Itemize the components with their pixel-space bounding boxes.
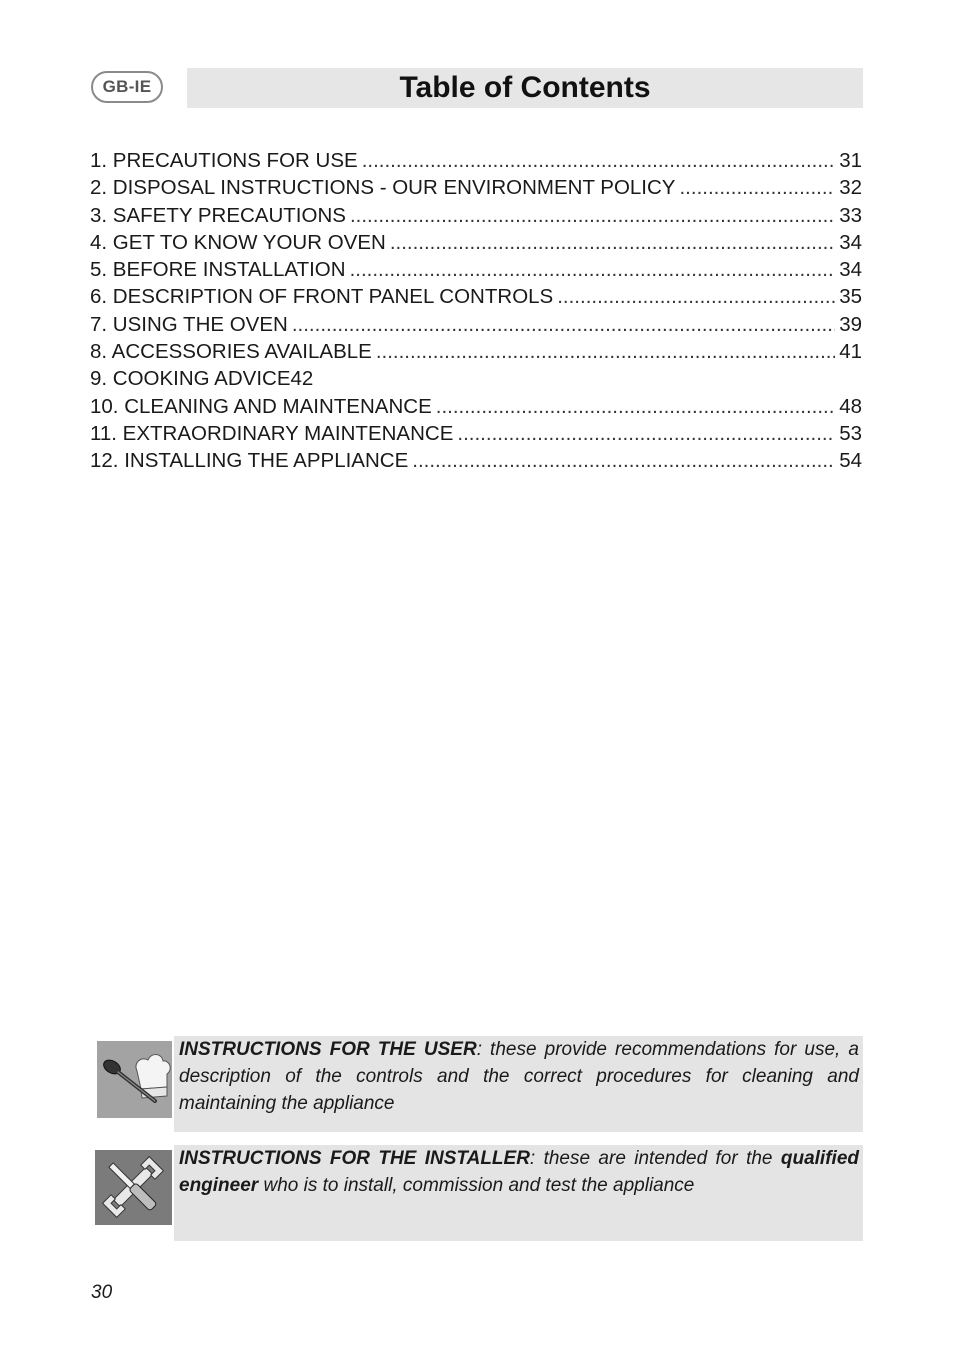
toc-entry[interactable] xyxy=(90,202,862,229)
toc-leader-dots xyxy=(292,311,835,338)
toc-entry[interactable] xyxy=(90,256,862,283)
toc-entry-page: 33 xyxy=(839,203,862,227)
toc-entry-label: 8. ACCESSORIES AVAILABLE xyxy=(90,340,372,364)
installer-instructions-note xyxy=(174,1145,863,1241)
toc-entry[interactable] xyxy=(90,174,862,201)
toc-entry-label: 6. DESCRIPTION OF FRONT PANEL CONTROLS xyxy=(90,285,554,309)
toc-leader-dots xyxy=(679,174,835,201)
toc-leader-dots xyxy=(457,420,835,447)
wrench-screwdriver-icon xyxy=(95,1150,172,1225)
toc-entry[interactable] xyxy=(90,393,862,420)
toc-entry-label: 11. EXTRAORDINARY MAINTENANCE xyxy=(90,421,454,445)
toc-entry-page: 48 xyxy=(839,394,862,418)
toc-leader-dots xyxy=(350,202,835,229)
toc-entry-page: 39 xyxy=(839,312,862,336)
user-instructions-heading: INSTRUCTIONS FOR THE USER xyxy=(179,1039,477,1060)
spoon-chef-hat-icon xyxy=(97,1041,172,1118)
toc-entry[interactable] xyxy=(90,420,862,447)
toc-entry-label: 2. DISPOSAL INSTRUCTIONS - OUR ENVIRONMENT POLICY xyxy=(90,176,676,200)
toc-entry[interactable] xyxy=(90,338,862,365)
toc-entry-label: 4. GET TO KNOW YOUR OVEN xyxy=(90,230,386,254)
user-instructions-body: : these provide recommendations for use, a description of the controls and the correct procedures for cleaning and maintaining the appliance xyxy=(179,1039,859,1114)
toc-entry-page: 34 xyxy=(839,258,862,282)
toc-leader-dots xyxy=(412,447,835,474)
toc-entry-label: 1. PRECAUTIONS FOR USE xyxy=(90,149,358,172)
installer-instructions-emphasis: qualified engineer xyxy=(179,1148,859,1196)
title-bar xyxy=(187,68,863,108)
toc-entry-page: 32 xyxy=(839,176,862,200)
toc-leader-dots xyxy=(350,256,836,283)
installer-instructions-heading: INSTRUCTIONS FOR THE INSTALLER xyxy=(179,1148,530,1169)
toc-leader-dots xyxy=(557,283,835,310)
toc-entry[interactable] xyxy=(90,311,862,338)
toc-entry-page: 31 xyxy=(839,149,862,172)
toc-entry-page: 53 xyxy=(839,421,862,445)
toc-entry-label: 9. COOKING ADVICE42 xyxy=(90,367,314,391)
toc-entry[interactable] xyxy=(90,447,862,474)
toc-leader-dots xyxy=(436,393,835,420)
toc-entry-label: 5. BEFORE INSTALLATION xyxy=(90,258,346,282)
toc-entry-label: 10. CLEANING AND MAINTENANCE xyxy=(90,394,432,418)
language-badge: GB-IE xyxy=(91,71,163,103)
toc-entry-page: 34 xyxy=(839,230,862,254)
installer-instructions-text xyxy=(179,1145,859,1199)
toc-entry[interactable] xyxy=(90,229,862,256)
toc-entry-page: 35 xyxy=(839,285,862,309)
toc-entry-label: 7. USING THE OVEN xyxy=(90,312,288,336)
page-number: 30 xyxy=(91,1282,113,1303)
toc-leader-dots xyxy=(390,229,835,256)
installer-instructions-body-end: who is to install, commission and test the appliance xyxy=(258,1175,695,1196)
toc-entry[interactable] xyxy=(90,365,862,392)
user-instructions-note xyxy=(174,1036,863,1132)
toc-entry-page: 41 xyxy=(839,340,862,364)
toc-entry-page: 54 xyxy=(839,449,862,473)
user-instructions-text xyxy=(179,1036,859,1117)
toc-leader-dots xyxy=(376,338,835,365)
installer-instructions-body: : these are intended for the xyxy=(529,1148,781,1169)
toc-entry[interactable] xyxy=(90,147,862,174)
toc-leader-dots xyxy=(362,147,836,174)
toc-entry-label: 3. SAFETY PRECAUTIONS xyxy=(90,203,346,227)
page-title: Table of Contents xyxy=(399,71,651,104)
table-of-contents xyxy=(90,147,862,475)
toc-entry[interactable] xyxy=(90,283,862,310)
toc-entry-label: 12. INSTALLING THE APPLIANCE xyxy=(90,449,409,473)
